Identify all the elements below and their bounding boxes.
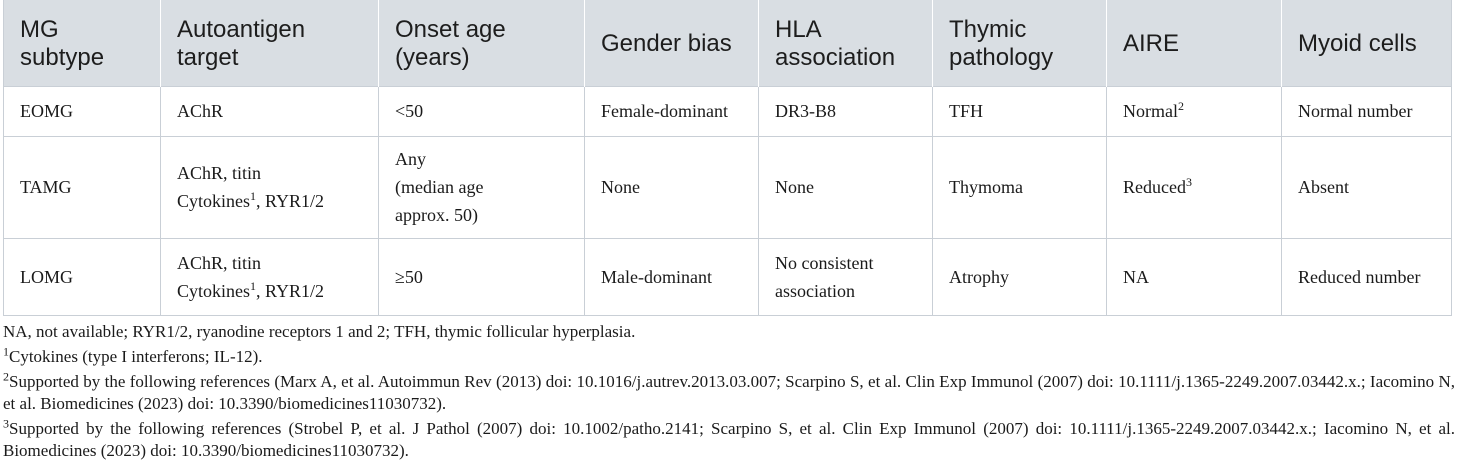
header-gender-bias: Gender bias	[585, 0, 759, 86]
footnote-marker: 3	[3, 416, 9, 431]
cell-aire: Reduced$^3$	[1107, 136, 1282, 238]
cell-autoantigen: AChR, titin Cytokines$^1$, RYR1/2	[161, 238, 379, 315]
cell-myoid-cells: Absent	[1282, 136, 1452, 238]
cell-gender-bias: Female-dominant	[585, 86, 759, 136]
cell-gender-bias: None	[585, 136, 759, 238]
header-thymic-pathology: Thymic pathology	[933, 0, 1107, 86]
table-row	[4, 86, 1452, 136]
table-footnotes	[3, 321, 1455, 465]
header-mg-subtype: MG subtype	[20, 15, 105, 71]
footnote-marker: 3	[1185, 175, 1192, 189]
cell-subtype: TAMG	[4, 136, 161, 238]
cell-subtype: LOMG	[4, 238, 161, 315]
cell-thymic-pathology: Thymoma	[933, 136, 1107, 238]
cell-hla: None	[759, 136, 933, 238]
cell-autoantigen: AChR	[161, 86, 379, 136]
cell-gender-bias: Male-dominant	[585, 238, 759, 315]
cell-hla: DR3-B8	[759, 86, 933, 136]
mg-subtype-table	[3, 0, 1452, 316]
cell-onset-age: <50	[379, 86, 585, 136]
header-hla-association: HLA association	[759, 0, 933, 86]
abbreviations-note: NA, not available; RYR1/2, ryanodine receptors 1 and 2; TFH, thymic follicular hyperplasia.	[3, 322, 636, 341]
header-row	[4, 0, 1452, 86]
cell-autoantigen: AChR, titin Cytokines$^1$, RYR1/2	[161, 136, 379, 238]
cell-hla: No consistent association	[759, 238, 933, 315]
cell-myoid-cells: Normal number	[1282, 86, 1452, 136]
footnote-marker: 2	[3, 369, 9, 384]
header-aire: AIRE	[1107, 0, 1282, 86]
cell-thymic-pathology: Atrophy	[933, 238, 1107, 315]
header-onset-age: Onset age (years)	[379, 0, 585, 86]
cell-onset-age: ≥50	[379, 238, 585, 315]
footnote-3: $^3$Supported by the following references (Strobel P, et al. J Pathol (2007) doi: 10.1002/patho.2141; Scarpino S, et al. Clin Exp Immunol (2007) doi: 10.1111/j.1365-2249.2007.03442.x.; Iacomino N, et al. Biomedicines (2023) doi: 10.3390/biomedicines11030732).	[3, 416, 1455, 460]
cell-aire: NA	[1107, 238, 1282, 315]
table-container	[3, 0, 1451, 316]
footnote-1: $^1$Cytokines (type I interferons; IL-12).	[3, 344, 263, 366]
footnote-marker: 1	[3, 344, 9, 359]
header-myoid-cells: Myoid cells	[1282, 0, 1452, 86]
cell-aire: Normal$^2$	[1107, 86, 1282, 136]
footnote-2: $^2$Supported by the following references (Marx A, et al. Autoimmun Rev (2013) doi: 10.1016/j.autrev.2013.03.007; Scarpino S, et al. Clin Exp Immunol (2007) doi: 10.1111/j.1365-2249.2007.03442.x.; Iacomino N, et al. Biomedicines (2023) doi: 10.3390/biomedicines11030732).	[3, 369, 1455, 413]
footnote-marker: 2	[1177, 99, 1184, 113]
footnote-marker: 1	[250, 189, 257, 203]
table-row	[4, 238, 1452, 315]
footnote-marker: 1	[250, 278, 257, 293]
cell-thymic-pathology: TFH	[933, 86, 1107, 136]
cell-subtype: EOMG	[4, 86, 161, 136]
cell-myoid-cells: Reduced number	[1282, 238, 1452, 315]
header-autoantigen-target: Autoantigen target	[161, 0, 379, 86]
table-row	[4, 136, 1452, 238]
cell-onset-age: Any (median age approx. 50)	[379, 136, 585, 238]
